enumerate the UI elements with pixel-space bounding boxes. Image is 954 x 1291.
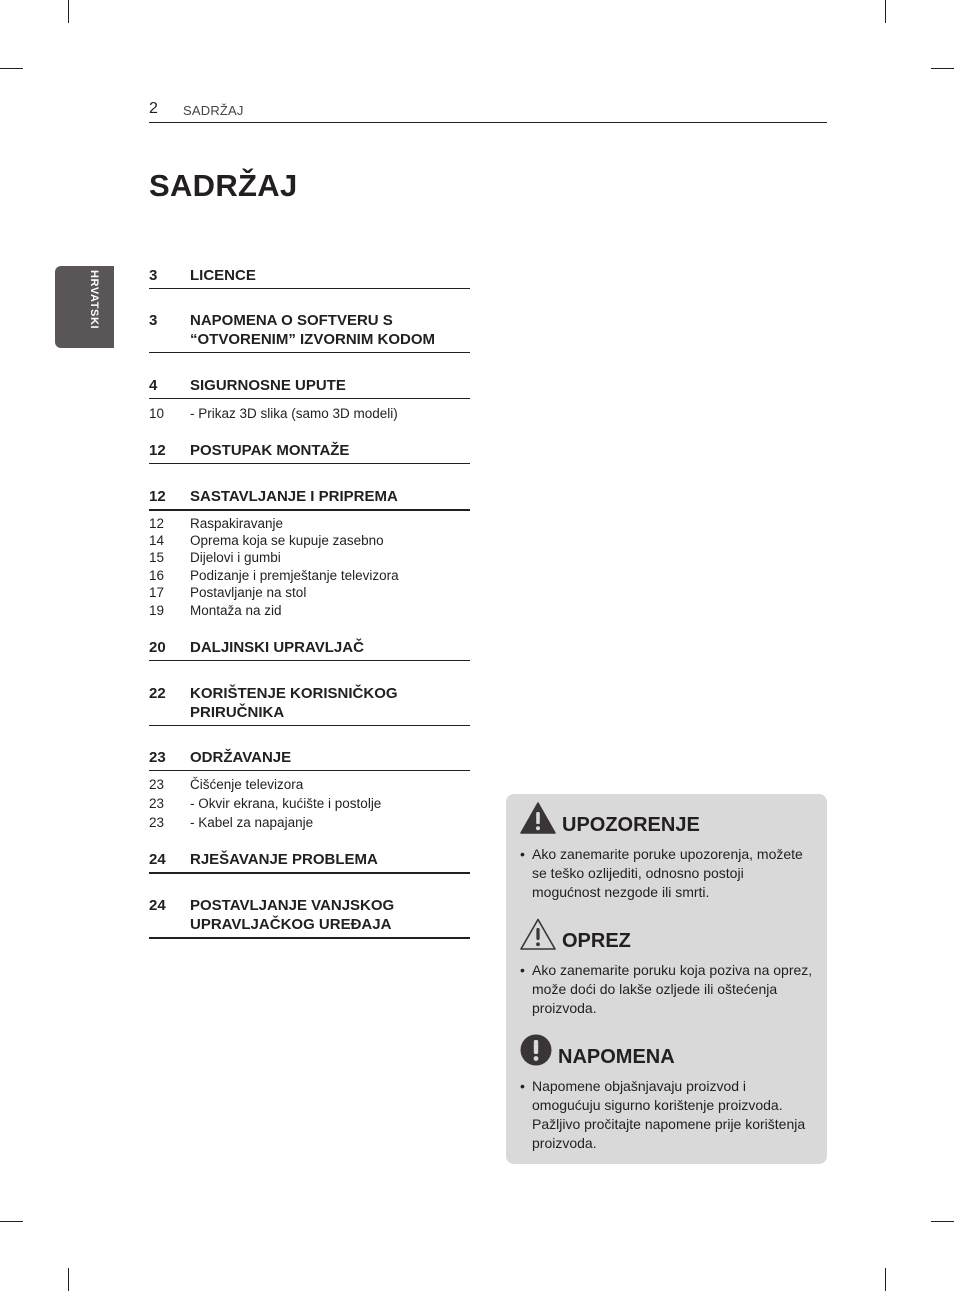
- toc-page-number: 3: [149, 267, 158, 284]
- bullet: •: [520, 962, 525, 978]
- note-body: Napomene objašnjavaju proizvod i omogućuju sigurno korištenje proizvoda. Pažljivo pročitajte napomene prije korištenja proizvoda.: [532, 1078, 806, 1151]
- toc-title: Podizanje i premještanje televizora: [190, 568, 399, 583]
- toc-subentry[interactable]: [149, 532, 384, 550]
- toc-entry[interactable]: [149, 376, 470, 399]
- caution-notice-header: [520, 918, 816, 950]
- toc-title: SASTAVLJANJE I PRIPREMA: [190, 488, 398, 505]
- crop-mark: [885, 1268, 886, 1291]
- warning-title: UPOZORENJE: [562, 814, 700, 836]
- crop-mark: [68, 0, 69, 23]
- caution-triangle-icon: [520, 918, 556, 950]
- bullet: •: [520, 846, 525, 862]
- toc-title: DALJINSKI UPRAVLJAČ: [190, 639, 364, 656]
- crop-mark: [931, 68, 954, 69]
- caution-title: OPREZ: [562, 930, 631, 952]
- caution-body: Ako zanemarite poruku koja poziva na oprez, može doći do lakše ozljede ili oštećenja proizvoda.: [532, 962, 813, 1016]
- toc-entry[interactable]: [149, 487, 470, 511]
- notices-box: [506, 794, 827, 1164]
- toc-title: RJEŠAVANJE PROBLEMA: [190, 851, 378, 868]
- toc-page-number: 17: [149, 585, 165, 600]
- toc-page-number: 16: [149, 568, 165, 583]
- toc-entry[interactable]: [149, 311, 470, 353]
- toc-page-number: 10: [149, 406, 165, 421]
- toc-title: - Prikaz 3D slika (samo 3D modeli): [190, 406, 398, 421]
- toc-title: NAPOMENA O SOFTVERU S “OTVORENIM” IZVORNIM KODOM: [190, 312, 435, 348]
- toc-page-number: 23: [149, 777, 165, 792]
- toc-page-number: 15: [149, 550, 165, 565]
- toc-subentry[interactable]: [149, 814, 313, 832]
- caution-notice: [520, 918, 816, 1018]
- toc-title: Montaža na zid: [190, 603, 282, 618]
- toc-title: Oprema koja se kupuje zasebno: [190, 533, 384, 548]
- toc-title: - Kabel za napajanje: [190, 815, 314, 830]
- toc-title: Čišćenje televizora: [190, 777, 304, 792]
- toc-title: Dijelovi i gumbi: [190, 550, 281, 565]
- toc-title: POSTAVLJANJE VANJSKOG UPRAVLJAČKOG UREĐAJA: [190, 897, 395, 933]
- toc-title: Raspakiravanje: [190, 516, 284, 531]
- toc-subentry[interactable]: [149, 567, 399, 585]
- toc-title: LICENCE: [190, 267, 256, 284]
- language-tab-label: HRVATSKI: [88, 270, 100, 330]
- warning-notice-header: [520, 802, 816, 834]
- toc-page-number: 23: [149, 796, 165, 811]
- toc-page-number: 23: [149, 749, 166, 766]
- toc-page-number: 19: [149, 603, 165, 618]
- note-text: [520, 1077, 816, 1153]
- toc-entry[interactable]: [149, 266, 470, 289]
- warning-notice: [520, 802, 816, 902]
- toc-page-number: 12: [149, 442, 166, 459]
- toc-title: SIGURNOSNE UPUTE: [190, 377, 346, 394]
- note-exclamation-icon: [520, 1034, 552, 1066]
- toc-page-number: 14: [149, 533, 165, 548]
- note-notice: [520, 1034, 816, 1153]
- toc-entry[interactable]: [149, 896, 470, 939]
- toc-page-number: 12: [149, 516, 165, 531]
- toc-title: - Okvir ekrana, kućište i postolje: [190, 796, 382, 811]
- page-title: SADRŽAJ: [149, 168, 298, 203]
- crop-mark: [885, 0, 886, 23]
- toc-entry[interactable]: [149, 638, 470, 661]
- toc-page-number: 3: [149, 312, 158, 329]
- toc-subentry[interactable]: [149, 515, 283, 533]
- crop-mark: [0, 68, 23, 69]
- warning-body: Ako zanemarite poruke upozorenja, možete se teško ozlijediti, odnosno postoji mogućnost nezgode ili smrti.: [532, 846, 803, 900]
- toc-subentry[interactable]: [149, 602, 282, 620]
- toc-title: POSTUPAK MONTAŽE: [190, 442, 350, 459]
- toc-subentry[interactable]: [149, 795, 381, 813]
- crop-mark: [68, 1268, 69, 1291]
- toc-page-number: 20: [149, 639, 166, 656]
- bullet: •: [520, 1078, 525, 1094]
- toc-page-number: 22: [149, 685, 166, 702]
- toc-page-number: 12: [149, 488, 166, 505]
- toc-page-number: 4: [149, 377, 158, 394]
- toc-entry[interactable]: [149, 850, 470, 874]
- toc-subentry[interactable]: [149, 405, 398, 423]
- toc-title: Postavljanje na stol: [190, 585, 307, 600]
- caution-text: [520, 961, 816, 1018]
- warning-triangle-icon: [520, 802, 556, 834]
- toc-entry[interactable]: [149, 684, 470, 726]
- toc-page-number: 24: [149, 851, 166, 868]
- page-number: 2: [149, 100, 158, 117]
- warning-text: [520, 845, 816, 902]
- toc-title: ODRŽAVANJE: [190, 749, 292, 766]
- note-notice-header: [520, 1034, 816, 1066]
- toc-entry[interactable]: [149, 748, 470, 771]
- toc-subentry[interactable]: [149, 549, 281, 567]
- toc-page-number: 23: [149, 815, 165, 830]
- toc-title: KORIŠTENJE KORISNIČKOG PRIRUČNIKA: [190, 685, 398, 721]
- toc-entry[interactable]: [149, 441, 470, 464]
- crop-mark: [931, 1221, 954, 1222]
- running-header: [149, 100, 827, 123]
- running-header-label: SADRŽAJ: [183, 103, 244, 118]
- toc-subentry[interactable]: [149, 776, 303, 794]
- crop-mark: [0, 1221, 23, 1222]
- note-title: NAPOMENA: [558, 1046, 675, 1068]
- language-tab: [55, 266, 114, 348]
- toc-page-number: 24: [149, 897, 166, 914]
- toc-subentry[interactable]: [149, 584, 306, 602]
